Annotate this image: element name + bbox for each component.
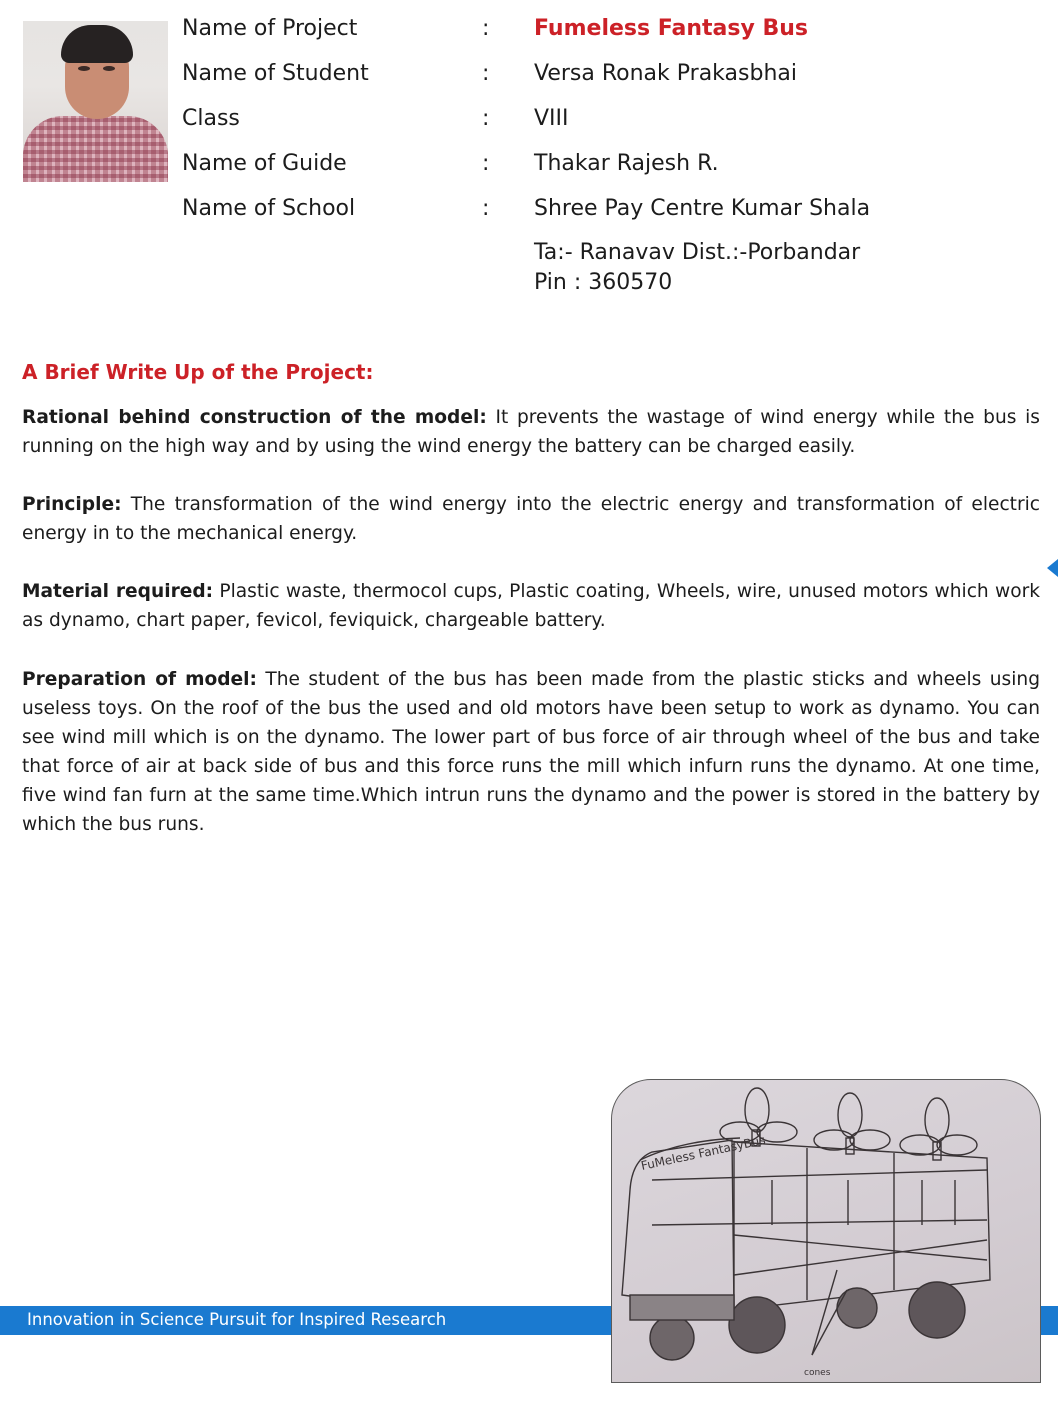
photo-shirt (23, 116, 168, 182)
paragraph-preparation (22, 665, 1040, 839)
info-colon: : (482, 16, 490, 41)
bus-sketch-image (611, 1079, 1041, 1383)
info-label: Name of Student (182, 61, 369, 86)
bus-window-bottom (652, 1220, 987, 1225)
info-colon: : (482, 196, 490, 221)
student-photo (23, 21, 168, 182)
photo-eye (78, 66, 90, 71)
info-label: Class (182, 106, 240, 131)
paragraph-materials (22, 577, 1040, 635)
wheel (729, 1297, 785, 1353)
writeup-title: A Brief Write Up of the Project: (22, 360, 374, 384)
wheel (650, 1316, 694, 1360)
school-address (534, 186, 870, 298)
footer-tagline: Innovation in Science Pursuit for Inspired Research (27, 1310, 447, 1329)
bus-bumper (630, 1295, 734, 1320)
school-address-line: Ta:- Ranavav Dist.:-Porbandar (534, 240, 861, 265)
windmill-3 (900, 1098, 977, 1160)
wheel (837, 1288, 877, 1328)
info-row-school (182, 186, 870, 298)
bus-window-top (652, 1170, 987, 1180)
paragraph-heading: Material required: (22, 581, 214, 602)
bus-label: FuMeless FantasyBus (639, 1132, 767, 1173)
wheel (909, 1282, 965, 1338)
info-colon: : (482, 151, 490, 176)
paragraph-text: The student of the bus has been made from the plastic sticks and wheels using useless toys. On the roof of the bus the used and old motors have been setup to work as dynamo. You can see wind mill which is on the dynamo. The lower part of bus force of air through wheel of the bus and take that force of air at back side of bus and this force runs the mill which infurn runs the dynamo. At one time, five wind fan furn at the same time.Which intrun runs the dynamo and the power is stored in the battery by which the bus runs. (22, 669, 1040, 835)
bus-drawing (612, 1080, 1040, 1382)
project-name: Fumeless Fantasy Bus (534, 16, 808, 41)
paragraph-text: It prevents the wastage of wind energy while the bus is running on the high way and by using the wind energy the battery can be charged easily. (22, 407, 1040, 457)
guide-name: Thakar Rajesh R. (534, 151, 719, 176)
student-name: Versa Ronak Prakasbhai (534, 61, 797, 86)
paragraph-heading: Preparation of model: (22, 669, 257, 690)
paragraph-principle (22, 490, 1040, 548)
paragraph-rationale (22, 403, 1040, 461)
photo-hair (61, 25, 133, 63)
windmill-2 (814, 1093, 890, 1154)
school-name: Shree Pay Centre Kumar Shala (534, 196, 871, 221)
project-info-table (182, 6, 870, 298)
cones-annotation: cones (804, 1368, 831, 1378)
info-label: Name of School (182, 196, 356, 221)
page-edge-marker-icon (1047, 559, 1058, 577)
school-address-lines (534, 231, 870, 298)
paragraph-text: Plastic waste, thermocol cups, Plastic coating, Wheels, wire, unused motors which work as dynamo, chart paper, fevicol, feviquick, chargeable battery. (22, 581, 1040, 631)
info-row-student (182, 51, 870, 96)
info-colon: : (482, 106, 490, 131)
paragraph-heading: Principle: (22, 494, 122, 515)
info-colon: : (482, 61, 490, 86)
paragraph-text: The transformation of the wind energy into the electric energy and transformation of electric energy in to the mechanical energy. (22, 494, 1040, 544)
photo-eye (103, 66, 115, 71)
paragraph-heading: Rational behind construction of the model: (22, 407, 487, 428)
info-label: Name of Project (182, 16, 358, 41)
info-row-class (182, 96, 870, 141)
info-label: Name of Guide (182, 151, 347, 176)
info-row-guide (182, 141, 870, 186)
school-pin-line: Pin : 360570 (534, 270, 673, 295)
info-row-project (182, 6, 870, 51)
class-value: VIII (534, 106, 569, 131)
bus-body (734, 1142, 990, 1310)
